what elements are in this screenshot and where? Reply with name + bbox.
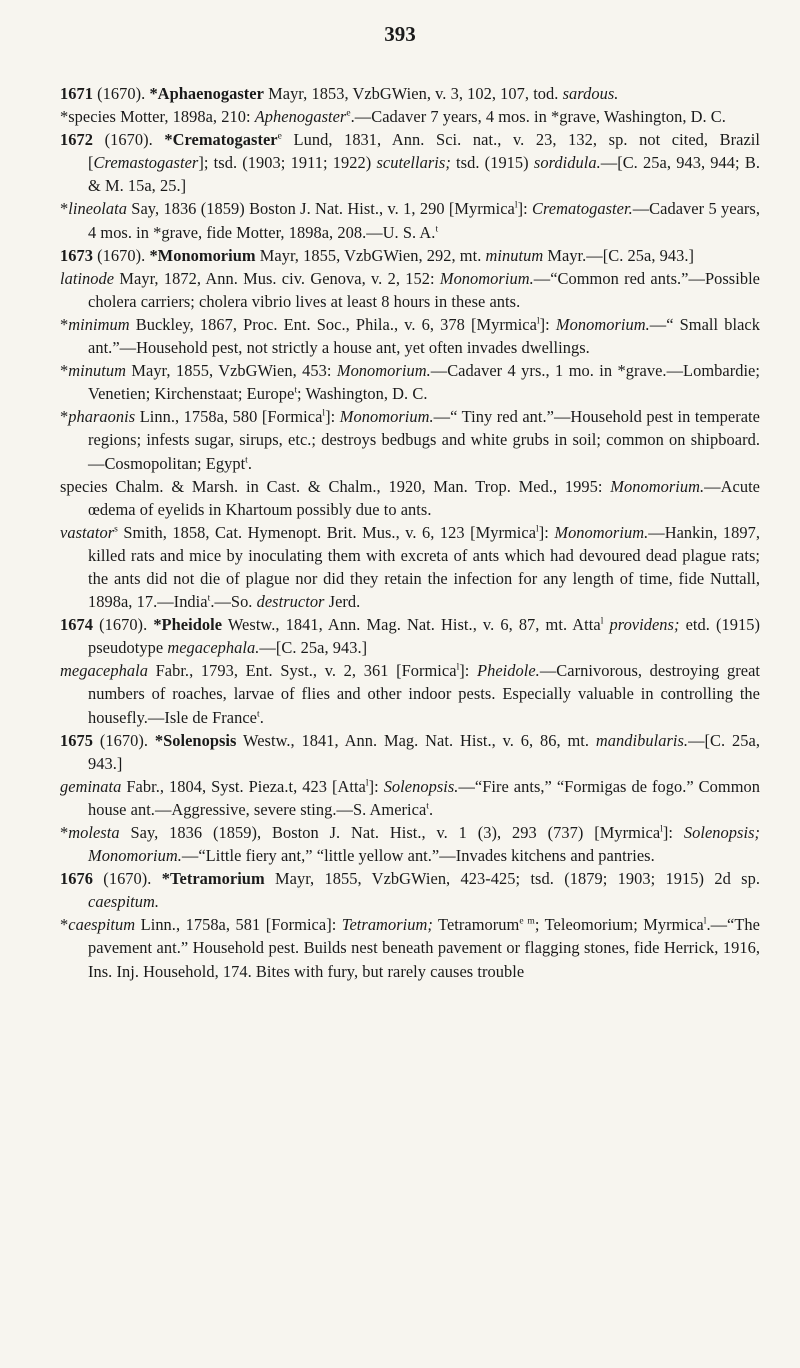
entry-monomorium [60, 244, 760, 614]
species-entry: *minimum Buckley, 1867, Proc. Ent. Soc., Phila., v. 6, 378 [Myrmica$^l$]: Monomorium.—“ Small black ant.”—Household pest, not strictly a house ant, yet often invades dwellings. [60, 314, 760, 358]
genus-name: *Tetramorium [161, 869, 265, 889]
genus-heading: 1673 (1670). *Monomorium Mayr, 1855, VzbGWien, 292, mt. minutum Mayr.—[C. 25a, 943.] [60, 245, 695, 265]
species-entry: *caespitum Linn., 1758a, 581 [Formica]: Tetramorium; Tetramorum$^{e m}$; Teleomorium; Myrmica$^l$.—“The pavement ant.” Household pest. Builds nest beneath pavement or flagging stones, fide Herrick, 1916, Ins. Inj. Household, 174. Bites with fury, but rarely causes trouble [60, 915, 760, 981]
genus-name: *Aphaenogaster [149, 84, 264, 103]
genus-heading: 1671 (1670). *Aphaenogaster Mayr, 1853, VzbGWien, v. 3, 102, 107, tod. sardous. [60, 84, 619, 103]
species-entry: *pharaonis Linn., 1758a, 580 [Formica$^l$]: Monomorium.—“ Tiny red ant.”—Household pest in temperate regions; infests sugar, sirups, etc.; destroys bedbugs and white grubs in soil; common on shipboard.—Cosmopolitan; Egypt$^t$. [60, 407, 760, 473]
genus-heading: 1676 (1670). *Tetramorium Mayr, 1855, VzbGWien, 423-425; tsd. (1879; 1903; 1915) 2d sp. caespitum. [60, 869, 760, 912]
entry-solenopsis [60, 729, 760, 868]
entry-crematogaster [60, 128, 760, 243]
entry-pheidole [60, 613, 760, 728]
genus-heading: 1672 (1670). *Crematogaster$^e$ Lund, 1831, Ann. Sci. nat., v. 23, 132, sp. not cited, Brazil [Cremastogaster]; tsd. (1903; 1911; 1922) scutellaris; tsd. (1915) sordidula.—[C. 25a, 943, 944; B. & M. 15a, 25.] [60, 130, 760, 196]
genus-heading: 1674 (1670). *Pheidole Westw., 1841, Ann. Mag. Nat. Hist., v. 6, 87, mt. Atta$^l$ providens; etd. (1915) pseudotype megacephala.—[C. 25a, 943.] [60, 615, 760, 658]
entry-list [60, 82, 760, 983]
page-number: 393 [384, 22, 416, 46]
species-entry: vastator$^s$ Smith, 1858, Cat. Hymenopt. Brit. Mus., v. 6, 123 [Myrmica$^l$]: Monomorium.—Hankin, 1897, killed rats and mice by inoculating them with excreta of ants which had devoured dead plague rats; the ants did not die of plague nor did they retain the infection for any length of time, fide Nuttall, 1898a, 17.—India$^t$.—So. destructor Jerd. [60, 522, 761, 612]
entry-aphaenogaster [60, 82, 760, 128]
genus-name: *Pheidole [153, 615, 223, 635]
entry-tetramorium [60, 867, 760, 982]
genus-name: *Solenopsis [154, 730, 237, 750]
species-entry: geminata Fabr., 1804, Syst. Pieza.t, 423 [Atta$^l$]: Solenopsis.—“Fire ants,” “Formigas de fogo.” Common house ant.—Aggressive, severe sting.—S. America$^t$. [60, 776, 760, 819]
species-entry: megacephala Fabr., 1793, Ent. Syst., v. 2, 361 [Formica$^l$]: Pheidole.—Carnivorous, destroying great numbers of roaches, larvae of flies and other indoor pests. Especially valuable in controlling the housefly.—Isle de France$^t$. [60, 661, 760, 727]
species-entry: latinode Mayr, 1872, Ann. Mus. civ. Genova, v. 2, 152: Monomorium.—“Common red ants.”—Possible cholera carriers; cholera vibrio lives at least 8 hours in these ants. [60, 268, 760, 311]
species-entry: *minutum Mayr, 1855, VzbGWien, 453: Monomorium.—Cadaver 4 yrs., 1 mo. in *grave.—Lombardie; Venetien; Kirchenstaat; Europe$^t$; Washington, D. C. [60, 361, 760, 404]
genus-heading: 1675 (1670). *Solenopsis Westw., 1841, Ann. Mag. Nat. Hist., v. 6, 86, mt. mandibularis.—[C. 25a, 943.] [60, 730, 760, 773]
species-entry: species Chalm. & Marsh. in Cast. & Chalm., 1920, Man. Trop. Med., 1995: Monomorium.—Acute œdema of eyelids in Khartoum possibly due to ants. [60, 476, 760, 519]
genus-name: *Crematogaster [164, 130, 278, 150]
species-entry: *molesta Say, 1836 (1859), Boston J. Nat. Hist., v. 1 (3), 293 (737) [Myrmica$^l$]: Solenopsis; Monomorium.—“Little fiery ant,” “little yellow ant.”—Invades kitchens and pantries. [60, 823, 760, 866]
species-entry: *lineolata Say, 1836 (1859) Boston J. Nat. Hist., v. 1, 290 [Myrmica$^l$]: Crematogaster.—Cadaver 5 years, 4 mos. in *grave, fide Motter, 1898a, 208.—U. S. A.$^t$ [60, 199, 760, 242]
species-entry: *species Motter, 1898a, 210: Aphenogaster$^e$.—Cadaver 7 years, 4 mos. in *grave, Washington, D. C. [60, 107, 726, 127]
genus-name: *Monomorium [149, 245, 256, 265]
